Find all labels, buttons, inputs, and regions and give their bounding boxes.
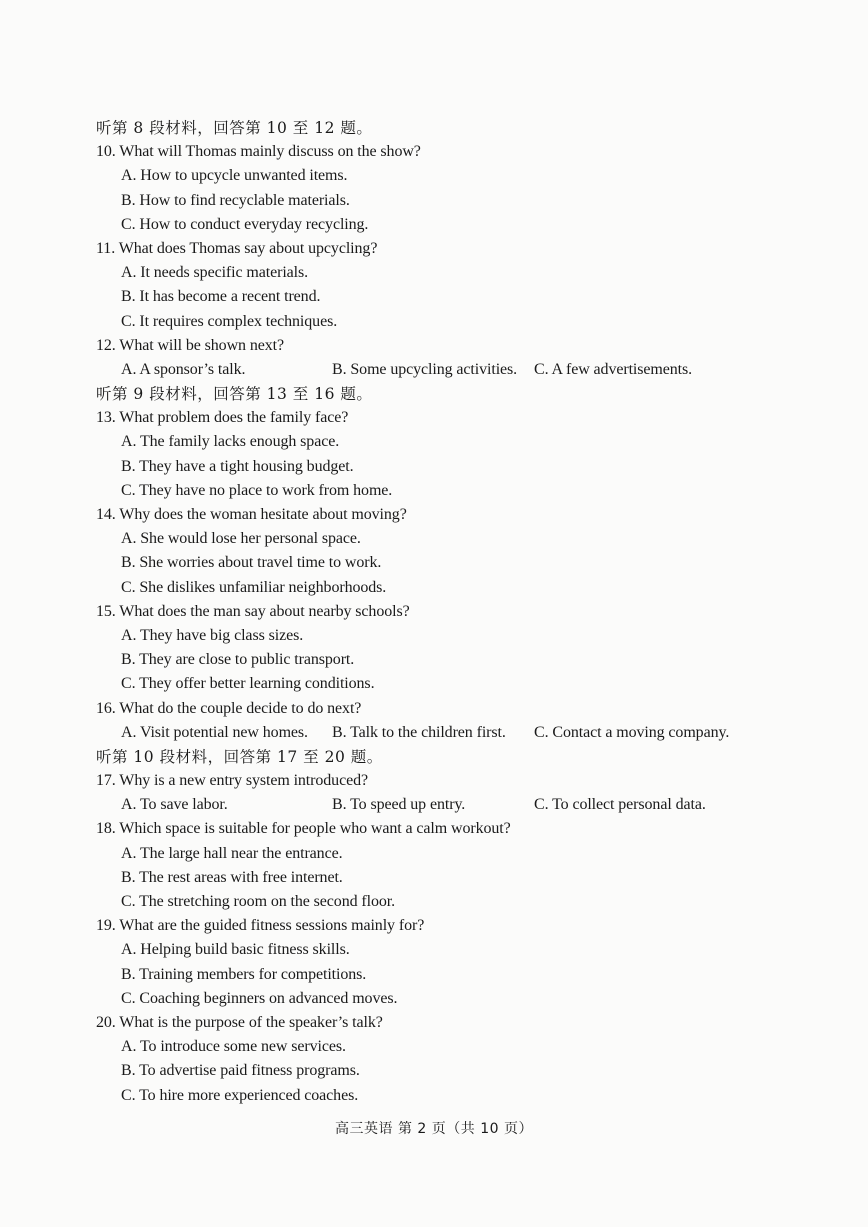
section-heading: 听第 8 段材料，回答第 10 至 12 题。: [96, 119, 373, 137]
option-item: A. The family lacks enough space.: [121, 433, 340, 451]
question-stem: 19. What are the guided fitness sessions mainly for?: [96, 917, 425, 935]
page-footer: 高三英语 第 2 页（共 10 页）: [335, 1121, 533, 1137]
option-item: B. To speed up entry.: [332, 796, 466, 814]
option-item: C. How to conduct everyday recycling.: [121, 215, 369, 233]
option-item: B. They have a tight housing budget.: [121, 457, 354, 475]
question-stem: 10. What will Thomas mainly discuss on the show?: [96, 143, 421, 161]
option-item: C. They offer better learning conditions.: [121, 675, 375, 693]
option-item: A. Helping build basic fitness skills.: [121, 941, 350, 959]
option-item: A. She would lose her personal space.: [121, 530, 361, 548]
question-stem: 12. What will be shown next?: [96, 336, 284, 354]
section-heading: 听第 10 段材料，回答第 17 至 20 题。: [96, 747, 383, 766]
option-item: B. It has become a recent trend.: [121, 288, 321, 306]
option-item: A. It needs specific materials.: [121, 264, 309, 282]
option-item: B. They are close to public transport.: [121, 651, 355, 669]
option-row: [96, 721, 796, 745]
option-item: C. They have no place to work from home.: [121, 481, 393, 499]
listening-section: [96, 116, 796, 1108]
option-item: C. To hire more experienced coaches.: [121, 1086, 359, 1104]
option-item: C. A few advertisements.: [534, 360, 693, 378]
question-stem: 20. What is the purpose of the speaker’s talk?: [96, 1013, 383, 1031]
question-stem: 17. Why is a new entry system introduced?: [96, 772, 368, 790]
question-stem: 16. What do the couple decide to do next?: [96, 699, 362, 717]
option-item: A. Visit potential new homes.: [121, 723, 308, 741]
question-stem: 13. What problem does the family face?: [96, 409, 349, 427]
option-item: B. Training members for competitions.: [121, 965, 367, 983]
option-item: A. How to upcycle unwanted items.: [121, 167, 348, 185]
option-item: C. Coaching beginners on advanced moves.: [121, 989, 398, 1007]
option-item: A. The large hall near the entrance.: [121, 844, 343, 862]
option-item: A. To save labor.: [121, 796, 228, 814]
option-item: B. Talk to the children first.: [332, 723, 506, 741]
option-item: B. How to find recyclable materials.: [121, 191, 350, 209]
question-stem: 15. What does the man say about nearby schools?: [96, 602, 410, 620]
question-stem: 18. Which space is suitable for people who want a calm workout?: [96, 820, 511, 838]
option-item: C. To collect personal data.: [534, 796, 706, 814]
option-item: A. To introduce some new services.: [121, 1038, 346, 1056]
option-item: C. It requires complex techniques.: [121, 312, 338, 330]
option-item: B. Some upcycling activities.: [332, 360, 518, 378]
question-stem: 14. Why does the woman hesitate about moving?: [96, 506, 407, 523]
option-row: [96, 358, 796, 382]
option-item: C. The stretching room on the second floor.: [121, 893, 396, 910]
option-item: B. The rest areas with free internet.: [121, 868, 343, 886]
option-item: A. A sponsor’s talk.: [121, 360, 246, 378]
option-row: [96, 793, 796, 817]
section-heading: 听第 9 段材料，回答第 13 至 16 题。: [96, 385, 373, 404]
option-item: B. She worries about travel time to work.: [121, 554, 382, 572]
question-stem: 11. What does Thomas say about upcycling?: [96, 239, 378, 257]
option-item: A. They have big class sizes.: [121, 626, 304, 644]
option-item: C. Contact a moving company.: [534, 723, 730, 741]
option-item: B. To advertise paid fitness programs.: [121, 1062, 360, 1080]
option-item: C. She dislikes unfamiliar neighborhoods.: [121, 578, 387, 596]
